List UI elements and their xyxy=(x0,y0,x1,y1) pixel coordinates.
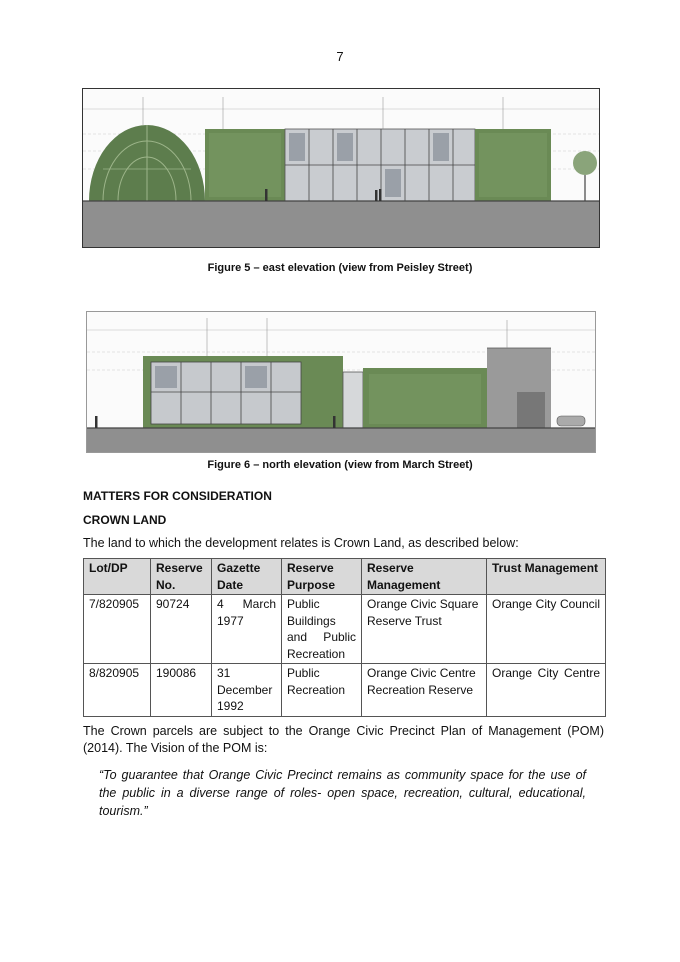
pom-paragraph: The Crown parcels are subject to the Orange Civic Precinct Plan of Management (POM) (2014). The Vision of the POM is: xyxy=(83,724,604,755)
header-reserve-purpose: Reserve Purpose xyxy=(282,559,362,595)
north-elevation-drawing xyxy=(87,312,595,452)
header-gazette-date: Gazette Date xyxy=(212,559,282,595)
header-reserve-no: Reserve No. xyxy=(151,559,212,595)
intro-paragraph: The land to which the development relates is Crown Land, as described below: xyxy=(83,536,519,550)
figure-6-caption: Figure 6 – north elevation (view from March Street) xyxy=(207,459,473,471)
vision-quote: “To guarantee that Orange Civic Precinct remains as community space for the use of the public in a diverse range of roles- open space, recreation, cultural, educational, tourism.” xyxy=(99,768,586,818)
cell-lot-dp: 7/820905 xyxy=(84,595,151,664)
subheading-crown-land: CROWN LAND xyxy=(83,513,167,527)
header-lot-dp: Lot/DP xyxy=(84,559,151,595)
cell-gazette-date: 31 December 1992 xyxy=(212,664,282,717)
table-row xyxy=(84,664,606,717)
cell-gazette-date: 4 March 1977 xyxy=(212,595,282,664)
cell-trust-management: Orange City Centre xyxy=(487,664,606,717)
figure-6-north-elevation xyxy=(86,311,596,453)
cell-reserve-no: 90724 xyxy=(151,595,212,664)
section-heading: MATTERS FOR CONSIDERATION xyxy=(83,489,272,503)
header-trust-management: Trust Management xyxy=(487,559,606,595)
cell-reserve-purpose: Public Recreation xyxy=(282,664,362,717)
crown-land-table xyxy=(83,558,606,717)
table-header-row xyxy=(84,559,606,595)
cell-lot-dp: 8/820905 xyxy=(84,664,151,717)
cell-reserve-management: Orange Civic Square Reserve Trust xyxy=(362,595,487,664)
figure-5-east-elevation xyxy=(82,88,600,248)
cell-reserve-no: 190086 xyxy=(151,664,212,717)
header-reserve-management: Reserve Management xyxy=(362,559,487,595)
cell-reserve-purpose: Public Buildings and Public Recreation xyxy=(282,595,362,664)
page-number: 7 xyxy=(336,49,344,64)
east-elevation-drawing xyxy=(83,89,599,247)
cell-reserve-management: Orange Civic Centre Recreation Reserve xyxy=(362,664,487,717)
cell-trust-management: Orange City Council xyxy=(487,595,606,664)
table-row xyxy=(84,595,606,664)
figure-5-caption: Figure 5 – east elevation (view from Peisley Street) xyxy=(207,262,473,274)
